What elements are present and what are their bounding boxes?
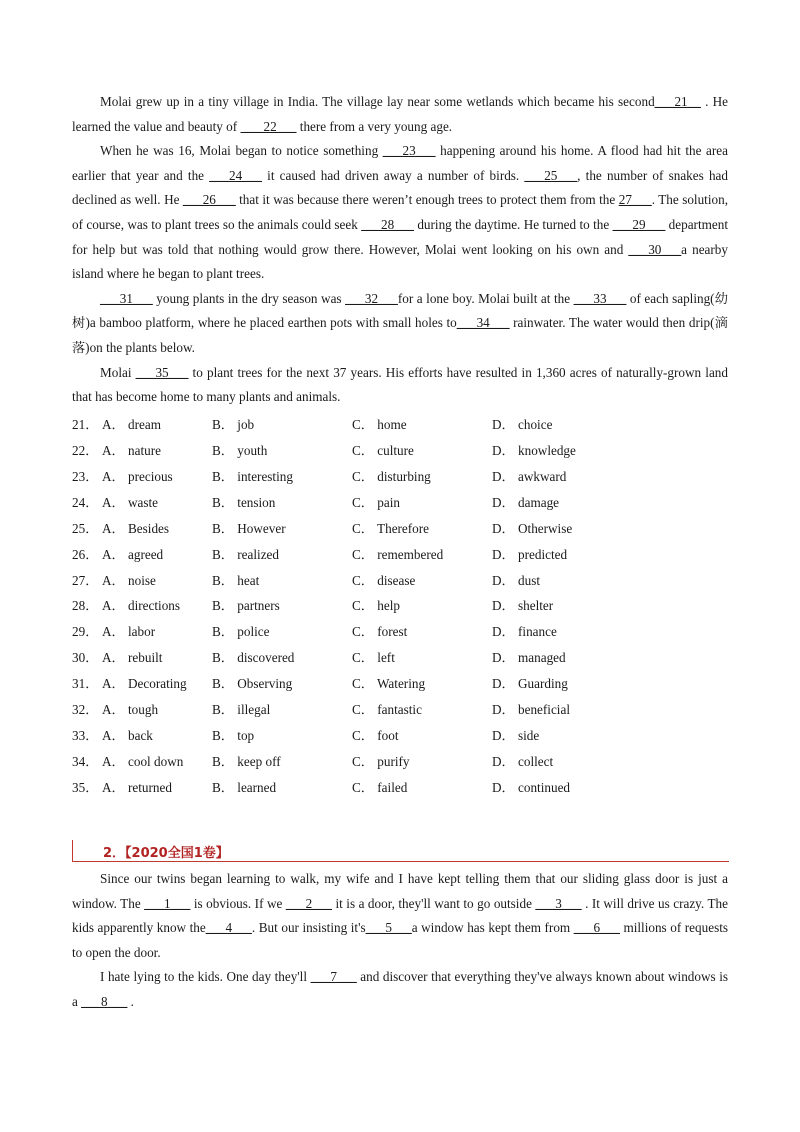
question-number: 21．: [72, 417, 99, 433]
blank: ___25___: [524, 167, 578, 183]
option-row: [72, 566, 728, 592]
option-b: B． Observing: [212, 676, 293, 692]
option-c: C． help: [352, 598, 400, 614]
option-row: [72, 411, 728, 437]
option-row: [72, 696, 728, 722]
passage-2-paragraph: I hate lying to the kids. One day they'll ___7___ and discover that everything they've always known about windows is a ___8___ .: [72, 969, 728, 1009]
option-row: [72, 618, 728, 644]
option-c: C． Therefore: [352, 520, 430, 536]
blank: ___28___: [361, 216, 414, 232]
blank: ___8___: [81, 993, 128, 1009]
passage-1-paragraph: When he was 16, Molai began to notice something ___23___ happening around his home. A flood had hit the area earlier that year and the ___24___ it caused had driven away a number of birds. ___25___, the number of snakes had declined as well. He ___26___ that it was because there weren’t enough trees to protect them from the 27___. The solution, of course, was to plant trees so the animals could seek ___28___ during the daytime. He turned to the ___29___ department for help but was told that nothing would grow there. However, Molai went looking on his own and ___30___a nearby island where he began to plant trees.: [72, 143, 729, 282]
passage-1-paragraph: Molai grew up in a tiny village in India. The village lay near some wetlands which became his second___21__ . He learned the value and beauty of ___22___ there from a very young age.: [72, 94, 728, 134]
option-row: [72, 463, 728, 489]
option-a: A． tough: [102, 701, 159, 717]
option-a: A． waste: [102, 494, 159, 510]
option-b: B． job: [212, 417, 255, 433]
blank: ___7___: [310, 969, 357, 985]
blank: ___35___: [135, 364, 189, 380]
blank: ___31___: [100, 290, 153, 306]
option-b: B． interesting: [212, 468, 293, 484]
option-row: [72, 721, 728, 747]
blank: ___1___: [144, 895, 191, 911]
option-d: D． awkward: [492, 468, 567, 484]
option-c: C． pain: [352, 494, 400, 510]
passage-2-paragraphs: [72, 867, 728, 1015]
option-b: B． keep off: [212, 753, 281, 769]
option-d: D． side: [492, 727, 540, 743]
option-a: A． directions: [102, 598, 181, 614]
question-number: 29．: [72, 624, 99, 640]
question-number: 35．: [72, 779, 99, 795]
blank: ___2___: [285, 895, 332, 911]
question-number: 26．: [72, 546, 99, 562]
blank: ___33___: [573, 290, 627, 306]
blank: ___29___: [612, 216, 666, 232]
option-a: A． cool down: [102, 753, 184, 769]
question-number: 27．: [72, 572, 99, 588]
option-b: B． heat: [212, 572, 260, 588]
blank: ___30___: [628, 241, 682, 257]
section-rule: [73, 861, 729, 862]
option-d: D． knowledge: [492, 443, 576, 459]
option-row: [72, 592, 728, 618]
option-d: D． beneficial: [492, 701, 570, 717]
question-number: 23．: [72, 468, 99, 484]
question-number: 33．: [72, 727, 99, 743]
option-d: D． dust: [492, 572, 540, 588]
question-number: 24．: [72, 494, 99, 510]
option-b: B． top: [212, 727, 255, 743]
option-b: B． However: [212, 520, 286, 536]
option-b: B． illegal: [212, 701, 271, 717]
blank: ___3___: [535, 895, 582, 911]
question-number: 32．: [72, 701, 99, 717]
passage-2: [72, 867, 728, 1015]
option-a: A． Besides: [102, 520, 170, 536]
option-c: C． Watering: [352, 676, 426, 692]
option-row: [72, 670, 728, 696]
option-c: C． remembered: [352, 546, 444, 562]
option-a: A． returned: [102, 779, 172, 795]
question-number: 30．: [72, 650, 99, 666]
blank: ___23___: [382, 143, 436, 159]
option-a: A． precious: [102, 468, 173, 484]
question-number: 34．: [72, 753, 99, 769]
passage-1-paragraph: Molai ___35___ to plant trees for the next 37 years. His efforts have resulted in 1,360 acres of naturally-grown land that has become home to many plants and animals.: [72, 364, 728, 405]
option-row: [72, 488, 728, 514]
option-a: A． dream: [102, 417, 161, 433]
option-row: [72, 773, 728, 799]
question-number: 31．: [72, 676, 99, 692]
option-d: D． predicted: [492, 546, 568, 562]
blank: ___26___: [182, 192, 236, 208]
option-a: A． rebuilt: [102, 650, 163, 666]
option-d: D． shelter: [492, 598, 554, 614]
question-number: 28．: [72, 598, 99, 614]
options-table: [72, 411, 728, 799]
option-d: D． Otherwise: [492, 520, 573, 536]
option-row: [72, 644, 728, 670]
blank: ___4___: [205, 920, 252, 936]
option-b: B． learned: [212, 779, 277, 795]
blank: ___21__: [654, 94, 701, 109]
passage-1: [72, 90, 728, 799]
option-d: D． damage: [492, 494, 560, 510]
option-a: A． agreed: [102, 546, 164, 562]
option-c: C． failed: [352, 779, 408, 795]
blank: 27___: [618, 192, 652, 208]
option-b: B． partners: [212, 598, 280, 614]
option-d: D． collect: [492, 753, 554, 769]
option-d: D． finance: [492, 624, 557, 640]
blank: ___32___: [345, 290, 398, 306]
option-row: [72, 747, 728, 773]
option-a: A． labor: [102, 624, 156, 640]
option-d: D． Guarding: [492, 676, 568, 692]
option-row: [72, 514, 728, 540]
blank: ___5___: [365, 920, 412, 936]
section-heading: [72, 840, 729, 862]
option-c: C． forest: [352, 624, 408, 640]
option-row: [72, 540, 728, 566]
option-c: C． home: [352, 417, 407, 433]
question-number: 22．: [72, 443, 99, 459]
option-d: D． managed: [492, 650, 566, 666]
option-a: A． nature: [102, 443, 161, 459]
passage-2-paragraph: Since our twins began learning to walk, my wife and I have kept telling them that our sliding glass door is just a window. The ___1___ is obvious. If we ___2___ it is a door, they'll want to go outside ___3___ . It will drive us crazy. The kids apparently know the___4___. But our insisting it's___5___a window has kept them from ___6___ millions of requests to open the door.: [72, 871, 728, 960]
option-d: D． choice: [492, 417, 553, 433]
blank: ___6___: [573, 920, 620, 936]
option-c: C． fantastic: [352, 701, 422, 717]
option-b: B． tension: [212, 494, 276, 510]
option-a: A． noise: [102, 572, 156, 588]
option-c: C． culture: [352, 443, 414, 459]
option-d: D． continued: [492, 779, 571, 795]
option-a: A． Decorating: [102, 676, 187, 692]
section-label: 2．【2020全国1卷】: [103, 846, 229, 861]
option-b: B． youth: [212, 443, 268, 459]
option-c: C． left: [352, 650, 395, 666]
option-b: B． police: [212, 624, 270, 640]
option-c: C． disease: [352, 572, 416, 588]
passage-1-paragraphs: [72, 90, 728, 410]
blank: ___34___: [456, 315, 510, 331]
question-number: 25．: [72, 520, 99, 536]
blank: ___24___: [209, 167, 262, 183]
blank: ___22___: [240, 118, 297, 134]
option-b: B． realized: [212, 546, 280, 562]
passage-1-paragraph: ___31___ young plants in the dry season was ___32___for a lone boy. Molai built at the ___33___ of each sapling(幼树)a bamboo platform, where he placed earthen pots with small holes to___34___ rainwater. The water would then drip(滴落)on the plants below.: [72, 290, 728, 355]
option-row: [72, 437, 728, 463]
option-b: B． discovered: [212, 650, 295, 666]
option-a: A． back: [102, 727, 153, 743]
option-c: C． foot: [352, 727, 399, 743]
option-c: C． purify: [352, 753, 410, 769]
option-c: C． disturbing: [352, 468, 431, 484]
